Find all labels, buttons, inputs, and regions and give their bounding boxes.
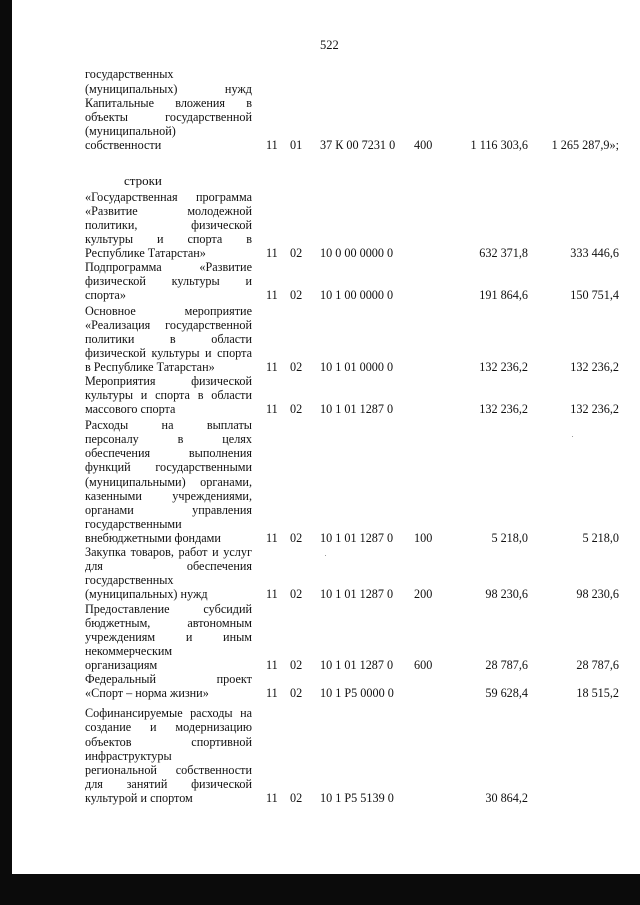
expense-type-code: 600 — [414, 657, 433, 672]
target-item-code: 10 1 00 0000 0 — [320, 287, 394, 302]
target-item-code: 10 1 Р5 0000 0 — [320, 685, 394, 700]
subsection-code: 02 — [290, 401, 303, 416]
row-name-line: создание и модернизацию — [85, 720, 252, 735]
row-name-line: собственности — [85, 137, 162, 152]
table-row — [0, 373, 640, 416]
row-name-line: «Государственная программа — [85, 189, 252, 204]
amount-year-2: 333 446,6 — [570, 245, 619, 260]
amount-year-2: 132 236,2 — [570, 359, 619, 374]
target-item-code: 37 К 00 7231 0 — [320, 137, 396, 152]
row-name-line: организациям — [85, 657, 158, 672]
target-item-code: 10 1 01 0000 0 — [320, 359, 394, 374]
row-name-line: для занятий физической — [85, 776, 252, 791]
section-code: 11 — [266, 137, 278, 152]
target-item-code: 10 1 01 1287 0 — [320, 530, 394, 545]
scan-speck — [572, 436, 573, 437]
table-row — [0, 671, 640, 700]
table-row — [0, 706, 640, 805]
subsection-code: 01 — [290, 137, 303, 152]
row-name-line: «Развитие молодежной — [85, 203, 252, 218]
row-name-line: политики в области — [85, 331, 252, 346]
scan-edge-bottom — [0, 874, 640, 905]
section-code: 11 — [266, 586, 278, 601]
row-name-line: казенными учреждениями, — [85, 488, 252, 503]
amount-year-1: 5 218,0 — [491, 530, 528, 545]
row-name — [85, 706, 252, 805]
row-name — [85, 190, 252, 260]
row-name-line: инфраструктуры — [85, 748, 172, 763]
section-code: 11 — [266, 657, 278, 672]
row-name-line: (муниципальных) нужд — [85, 81, 252, 96]
subsection-code: 02 — [290, 530, 303, 545]
row-name-line: политики, физической — [85, 217, 252, 232]
target-item-code: 10 1 01 1287 0 — [320, 586, 394, 601]
row-name-line: «Реализация государственной — [85, 317, 252, 332]
amount-year-1: 30 864,2 — [485, 790, 528, 805]
row-name-line: культуры и спорта в — [85, 231, 252, 246]
amount-year-1: 132 236,2 — [479, 401, 528, 416]
table-row — [0, 189, 640, 260]
target-item-code: 10 1 Р5 5139 0 — [320, 790, 394, 805]
section-code: 11 — [266, 685, 278, 700]
amount-year-1: 132 236,2 — [479, 359, 528, 374]
row-name-line: Расходы на выплаты — [85, 418, 252, 433]
amount-year-2: 5 218,0 — [582, 530, 619, 545]
table-row — [0, 418, 640, 545]
table-row — [0, 601, 640, 672]
row-name — [85, 545, 252, 601]
row-name — [85, 304, 252, 374]
amount-year-1: 191 864,6 — [479, 287, 528, 302]
amount-year-1: 1 116 303,6 — [470, 137, 528, 152]
amount-year-1: 632 371,8 — [479, 245, 528, 260]
row-name-line: органами управления — [85, 502, 252, 517]
row-name-line: культуры и спорта в области — [85, 387, 252, 402]
section-code: 11 — [266, 245, 278, 260]
table-row — [0, 67, 640, 152]
row-name-line: (муниципальными) органами, — [85, 474, 252, 489]
row-name-line: объектов спортивной — [85, 734, 252, 749]
amount-year-2: 1 265 287,9»; — [551, 137, 619, 152]
subsection-code: 02 — [290, 685, 303, 700]
target-item-code: 10 0 00 0000 0 — [320, 245, 394, 260]
row-name-line: культурой и спортом — [85, 790, 193, 805]
row-name-line: (муниципальных) нужд — [85, 586, 208, 601]
section-code: 11 — [266, 287, 278, 302]
row-name-line: массового спорта — [85, 401, 176, 416]
row-name-line: объекты государственной — [85, 109, 252, 124]
expense-type-code: 200 — [414, 586, 433, 601]
subsection-code: 02 — [290, 586, 303, 601]
subsection-code: 02 — [290, 657, 303, 672]
row-name-line: Закупка товаров, работ и услуг — [85, 544, 252, 559]
row-name — [85, 67, 252, 152]
row-name-line: учреждениям и иным — [85, 629, 252, 644]
amount-year-2: 18 515,2 — [576, 685, 619, 700]
row-name-line: государственных — [85, 572, 174, 587]
subsection-code: 02 — [290, 790, 303, 805]
table-row — [0, 303, 640, 374]
row-name — [85, 260, 252, 302]
table-row — [0, 259, 640, 302]
row-name-line: Подпрограмма «Развитие — [85, 259, 252, 274]
amount-year-1: 28 787,6 — [485, 657, 528, 672]
target-item-code: 10 1 01 1287 0 — [320, 401, 394, 416]
row-name — [85, 672, 252, 700]
row-name-line: Основное мероприятие — [85, 303, 252, 318]
row-name — [85, 602, 252, 672]
subsection-code: 02 — [290, 245, 303, 260]
page-number: 522 — [320, 38, 339, 52]
scan-edge-left — [0, 0, 12, 905]
target-item-code: 10 1 01 1287 0 — [320, 657, 394, 672]
section-code: 11 — [266, 530, 278, 545]
row-name-line: Капитальные вложения в — [85, 95, 252, 110]
row-name-line: спорта» — [85, 287, 126, 302]
row-name-line: персоналу в целях — [85, 432, 252, 447]
section-code: 11 — [266, 359, 278, 374]
row-name-line: физической культуры и — [85, 273, 252, 288]
section-heading: строки — [124, 173, 162, 188]
expense-type-code: 100 — [414, 530, 433, 545]
section-code: 11 — [266, 790, 278, 805]
row-name-line: некоммерческим — [85, 643, 173, 658]
amount-year-2: 28 787,6 — [576, 657, 619, 672]
row-name-line: (муниципальной) — [85, 123, 176, 138]
expense-type-code: 400 — [414, 137, 433, 152]
row-name — [85, 374, 252, 416]
row-name-line: Предоставление субсидий — [85, 601, 252, 616]
row-name-line: Республике Татарстан» — [85, 245, 206, 260]
subsection-code: 02 — [290, 359, 303, 374]
subsection-code: 02 — [290, 287, 303, 302]
row-name-line: Софинансируемые расходы на — [85, 706, 252, 721]
row-name-line: физической культуры и спорта — [85, 345, 252, 360]
row-name — [85, 418, 252, 545]
row-name-line: «Спорт – норма жизни» — [85, 685, 209, 700]
row-name-line: обеспечения выполнения — [85, 446, 252, 461]
row-name-line: Мероприятия физической — [85, 373, 252, 388]
row-name-line: функций государственными — [85, 460, 252, 475]
row-name-line: государственных — [85, 67, 174, 82]
amount-year-1: 59 628,4 — [485, 685, 528, 700]
amount-year-1: 98 230,6 — [485, 586, 528, 601]
amount-year-2: 132 236,2 — [570, 401, 619, 416]
row-name-line: внебюджетными фондами — [85, 530, 221, 545]
amount-year-2: 98 230,6 — [576, 586, 619, 601]
row-name-line: Федеральный проект — [85, 671, 252, 686]
amount-year-2: 150 751,4 — [570, 287, 619, 302]
row-name-line: бюджетным, автономным — [85, 615, 252, 630]
row-name-line: государственными — [85, 516, 182, 531]
row-name-line: региональной собственности — [85, 762, 252, 777]
scan-speck — [325, 555, 326, 556]
table-row — [0, 544, 640, 601]
section-code: 11 — [266, 401, 278, 416]
row-name-line: в Республике Татарстан» — [85, 359, 215, 374]
row-name-line: для обеспечения — [85, 558, 252, 573]
